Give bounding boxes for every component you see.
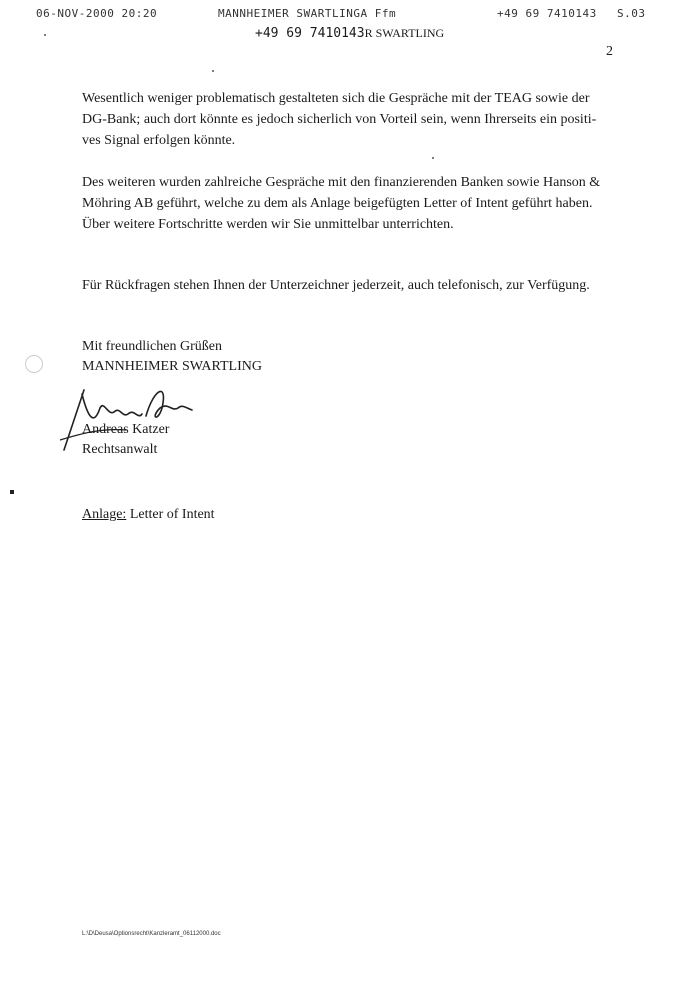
attachment-value: Letter of Intent: [129, 507, 215, 522]
paragraph-line: DG-Bank; auch dort könnte es jedoch sicherlich von Vorteil sein, wenn Ihrerseits ein positi-: [82, 112, 597, 127]
signer-title: Rechtsanwalt: [82, 442, 158, 457]
fax-page: S.03: [617, 7, 646, 20]
fax-second-name: R SWARTLING: [364, 26, 445, 40]
scan-speck: [212, 70, 214, 72]
paragraph-line: Des weiteren wurden zahlreiche Gespräche mit den finanzierenden Banken sowie Hanson &: [82, 175, 601, 190]
paragraph-banks: [82, 172, 622, 235]
signer-name: Andreas Katzer: [82, 422, 170, 437]
fax-second-line: [255, 25, 444, 41]
paragraph-line: Über weitere Fortschritte werden wir Sie unmittelbar unterrichten.: [82, 217, 454, 232]
attachment-label: Anlage:: [82, 507, 127, 522]
paragraph-teag: [82, 88, 622, 151]
fax-second-number: +49 69 7410143: [255, 26, 365, 41]
page-number: 2: [606, 44, 613, 59]
paragraph-line: Möhring AB geführt, welche zu dem als Anlage beigefügten Letter of Intent geführt haben.: [82, 196, 593, 211]
paragraph-contact: [82, 275, 622, 296]
attachment-line: [82, 507, 215, 523]
closing-greeting: Mit freundlichen Grüßen: [82, 339, 222, 354]
closing-firm: MANNHEIMER SWARTLING: [82, 359, 262, 374]
paragraph-line: Für Rückfragen stehen Ihnen der Unterzeichner jederzeit, auch telefonisch, zur Verfügung.: [82, 278, 590, 293]
punch-hole-mark: [25, 355, 43, 373]
paragraph-line: Wesentlich weniger problematisch gestalteten sich die Gespräche mit der TEAG sowie der: [82, 91, 590, 106]
scan-speck: [44, 34, 46, 36]
scan-speck: [432, 157, 434, 159]
fax-date-time: 06-NOV-2000 20:20: [36, 7, 158, 20]
paragraph-line: ves Signal erfolgen könnte.: [82, 133, 236, 148]
scan-speck: [10, 490, 14, 494]
fax-sender: MANNHEIMER SWARTLINGA Ffm: [218, 7, 397, 20]
fax-number: +49 69 7410143: [497, 7, 597, 20]
file-path: L:\D\Deusa\Optionsrecht\Kanzleramt_06112000.doc: [82, 931, 221, 937]
